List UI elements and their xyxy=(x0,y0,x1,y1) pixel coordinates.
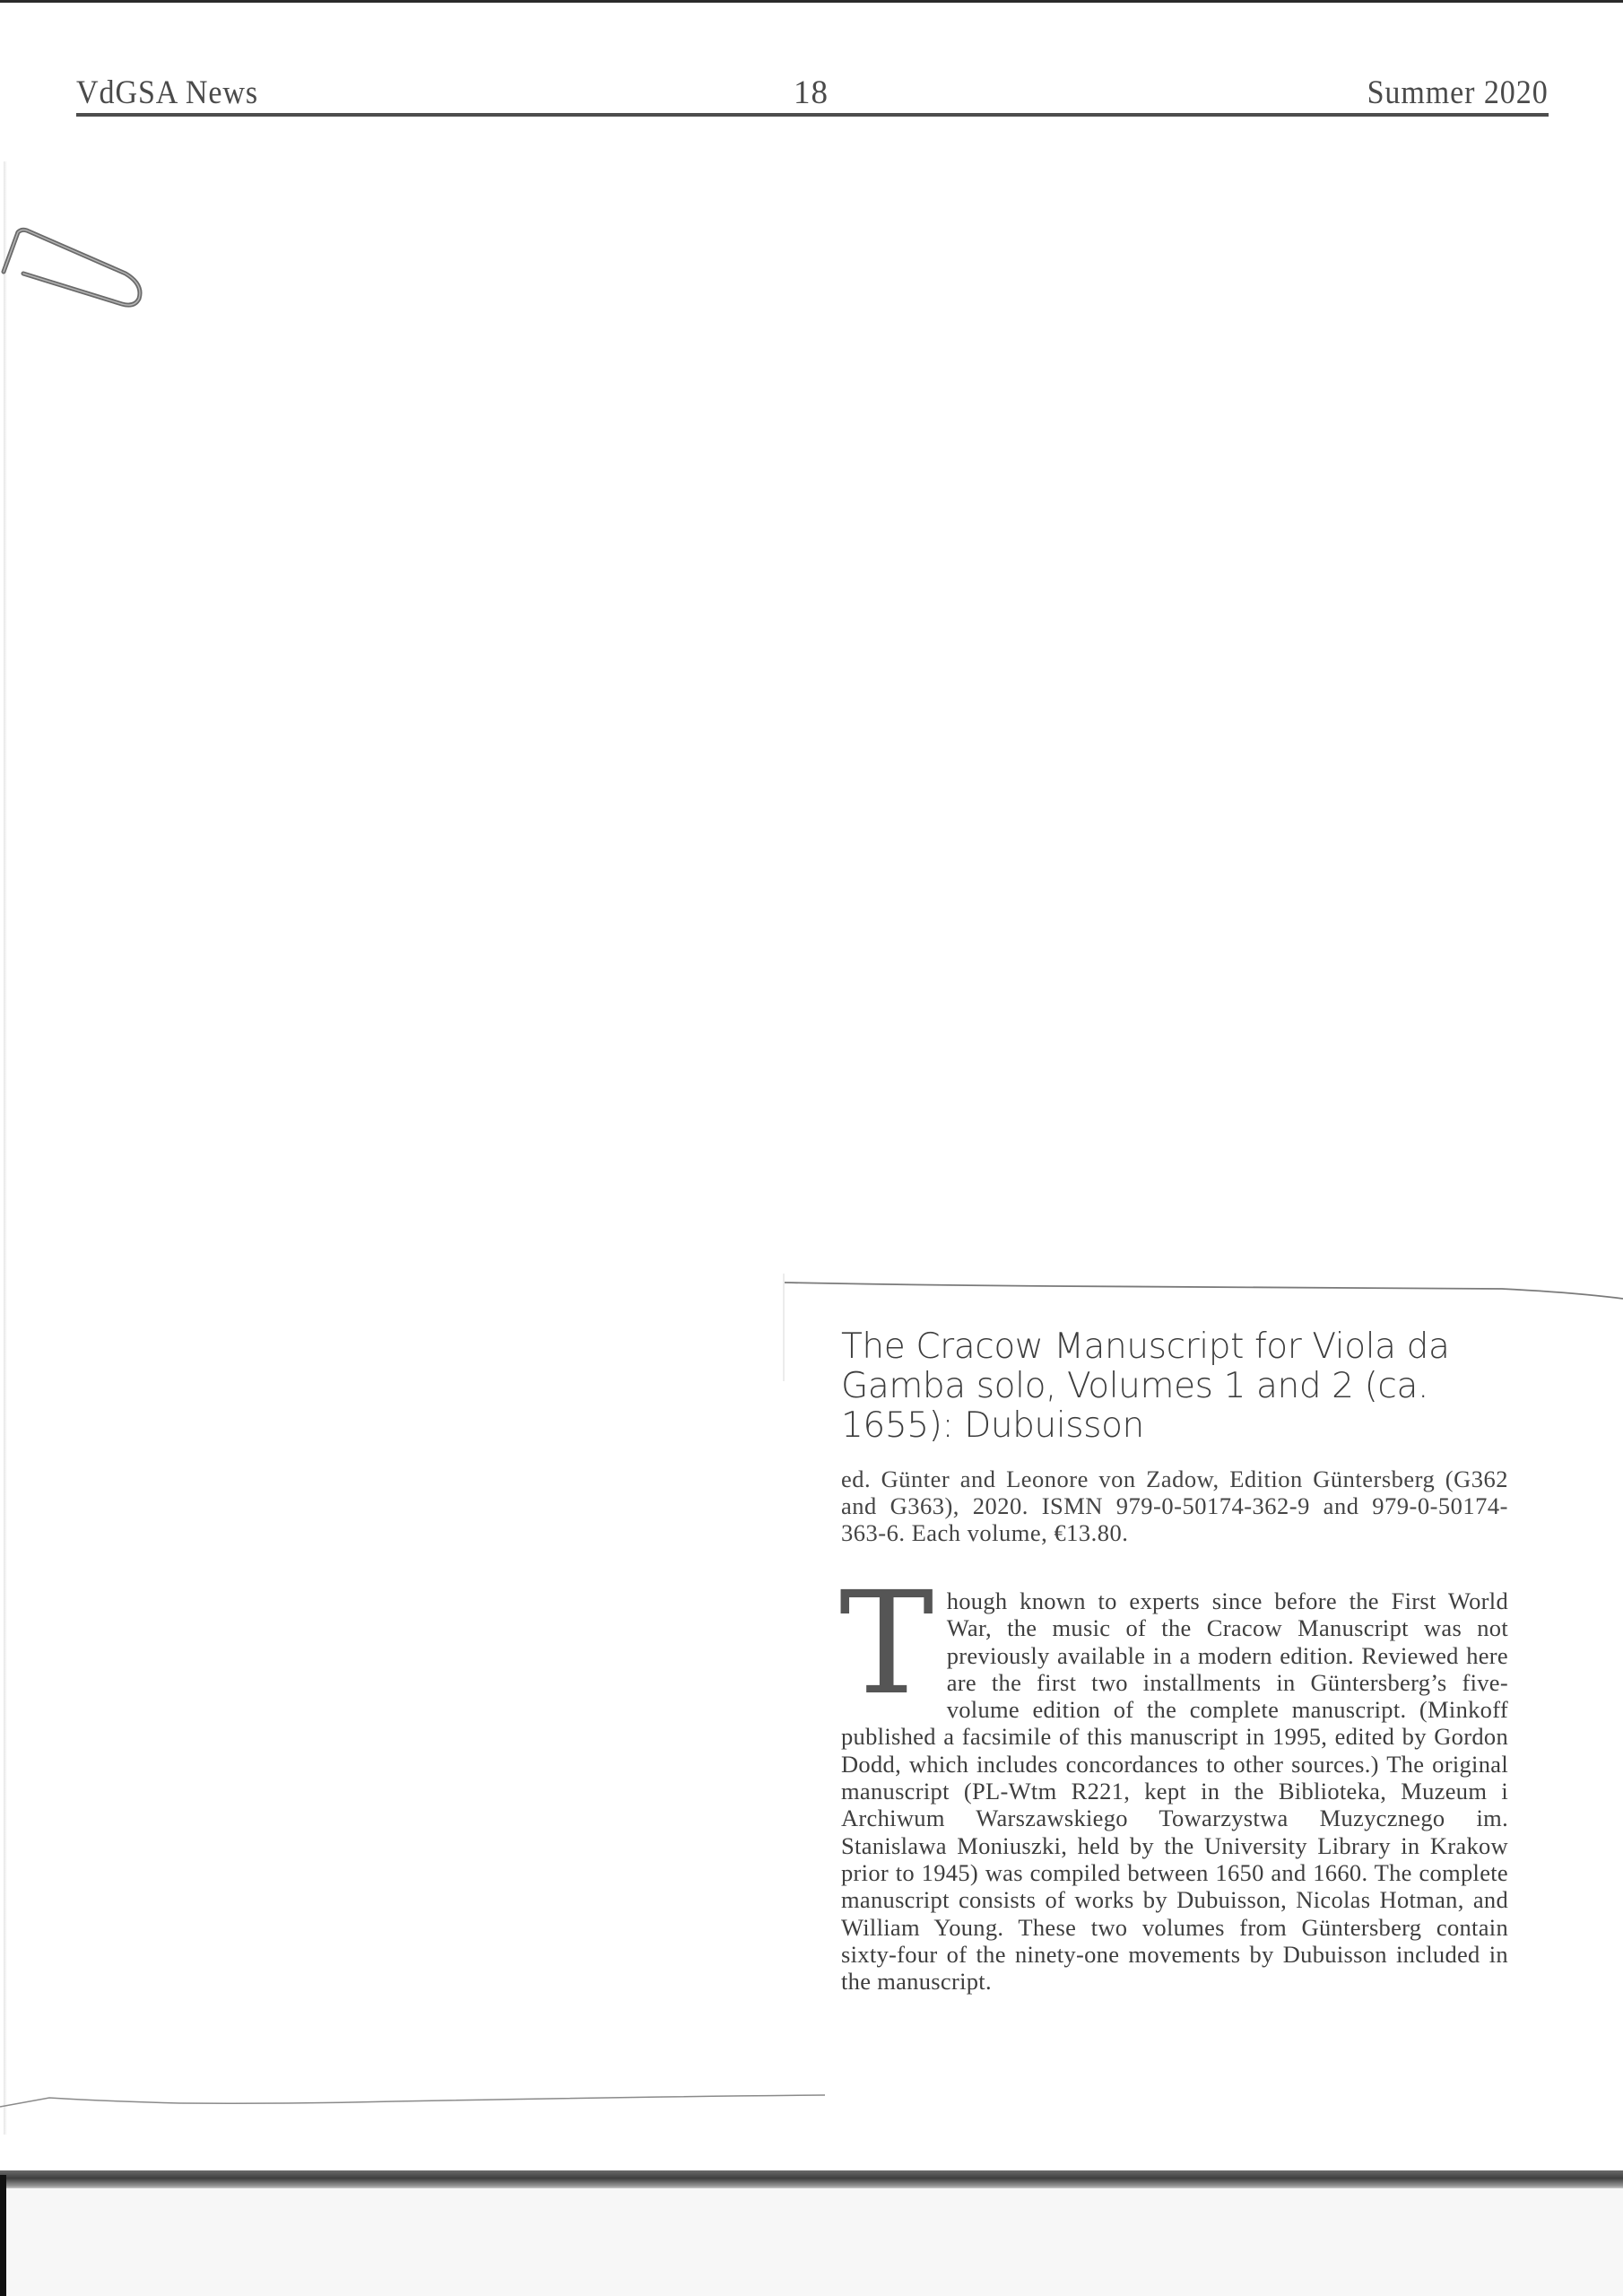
publication-name: VdGSA News xyxy=(76,74,259,111)
header-rule xyxy=(76,113,1549,117)
issue-date: Summer 2020 xyxy=(1367,74,1549,111)
clipping-top-edge xyxy=(785,1278,1623,1314)
scanner-edge xyxy=(0,2175,6,2296)
page-bottom-edge xyxy=(0,2170,1623,2190)
paperclip-icon xyxy=(0,202,152,309)
review-title: The Cracow Manuscript for Viola da Gamba solo, Volumes 1 and 2 (ca. 1655): Dubuisson xyxy=(841,1326,1450,1446)
review-article xyxy=(841,1327,1508,1995)
drop-cap: T xyxy=(839,1561,934,1726)
running-header xyxy=(76,74,1549,115)
scanner-background xyxy=(0,2188,1623,2296)
page-top-edge xyxy=(0,0,1623,3)
clipping-left-edge xyxy=(783,1274,785,1381)
clipping-bottom-edge xyxy=(0,2094,825,2121)
review-body-text: hough known to experts since before the First World War, the music of the Cracow Manuscript was not previously available in a modern edition. Reviewed here are the first two installments in Güntersberg’s five-volume edition of the complete manuscript. (Minkoff published a facsimile of this manuscript in 1995, edited by Gordon Dodd, which includes concordances to other sources.) The original manuscript (PL-Wtm R221, kept in the Biblioteka, Muzeum i Archiwum Warszawskiego Towarzystwa Muzycznego im. Stanislawa Moniuszki, held by the University Library in Krakow prior to 1945) was compiled between 1650 and 1660. The complete manuscript consists of works by Dubuisson, Nicolas Hotman, and William Young. These two volumes from Güntersberg contain sixty-four of the ninety-one movements by Dubuisson included in the manuscript. xyxy=(841,1587,1508,1996)
page-left-edge xyxy=(4,161,7,2135)
page-number: 18 xyxy=(794,74,829,111)
review-publication-details: ed. Günter and Leonore von Zadow, Edition Güntersberg (G362 and G363), 2020. ISMN 979-0-50174-362-9 and 979-0-50174-363-6. Each volume, €13.80. xyxy=(841,1465,1508,1546)
review-body xyxy=(839,1561,1508,1996)
